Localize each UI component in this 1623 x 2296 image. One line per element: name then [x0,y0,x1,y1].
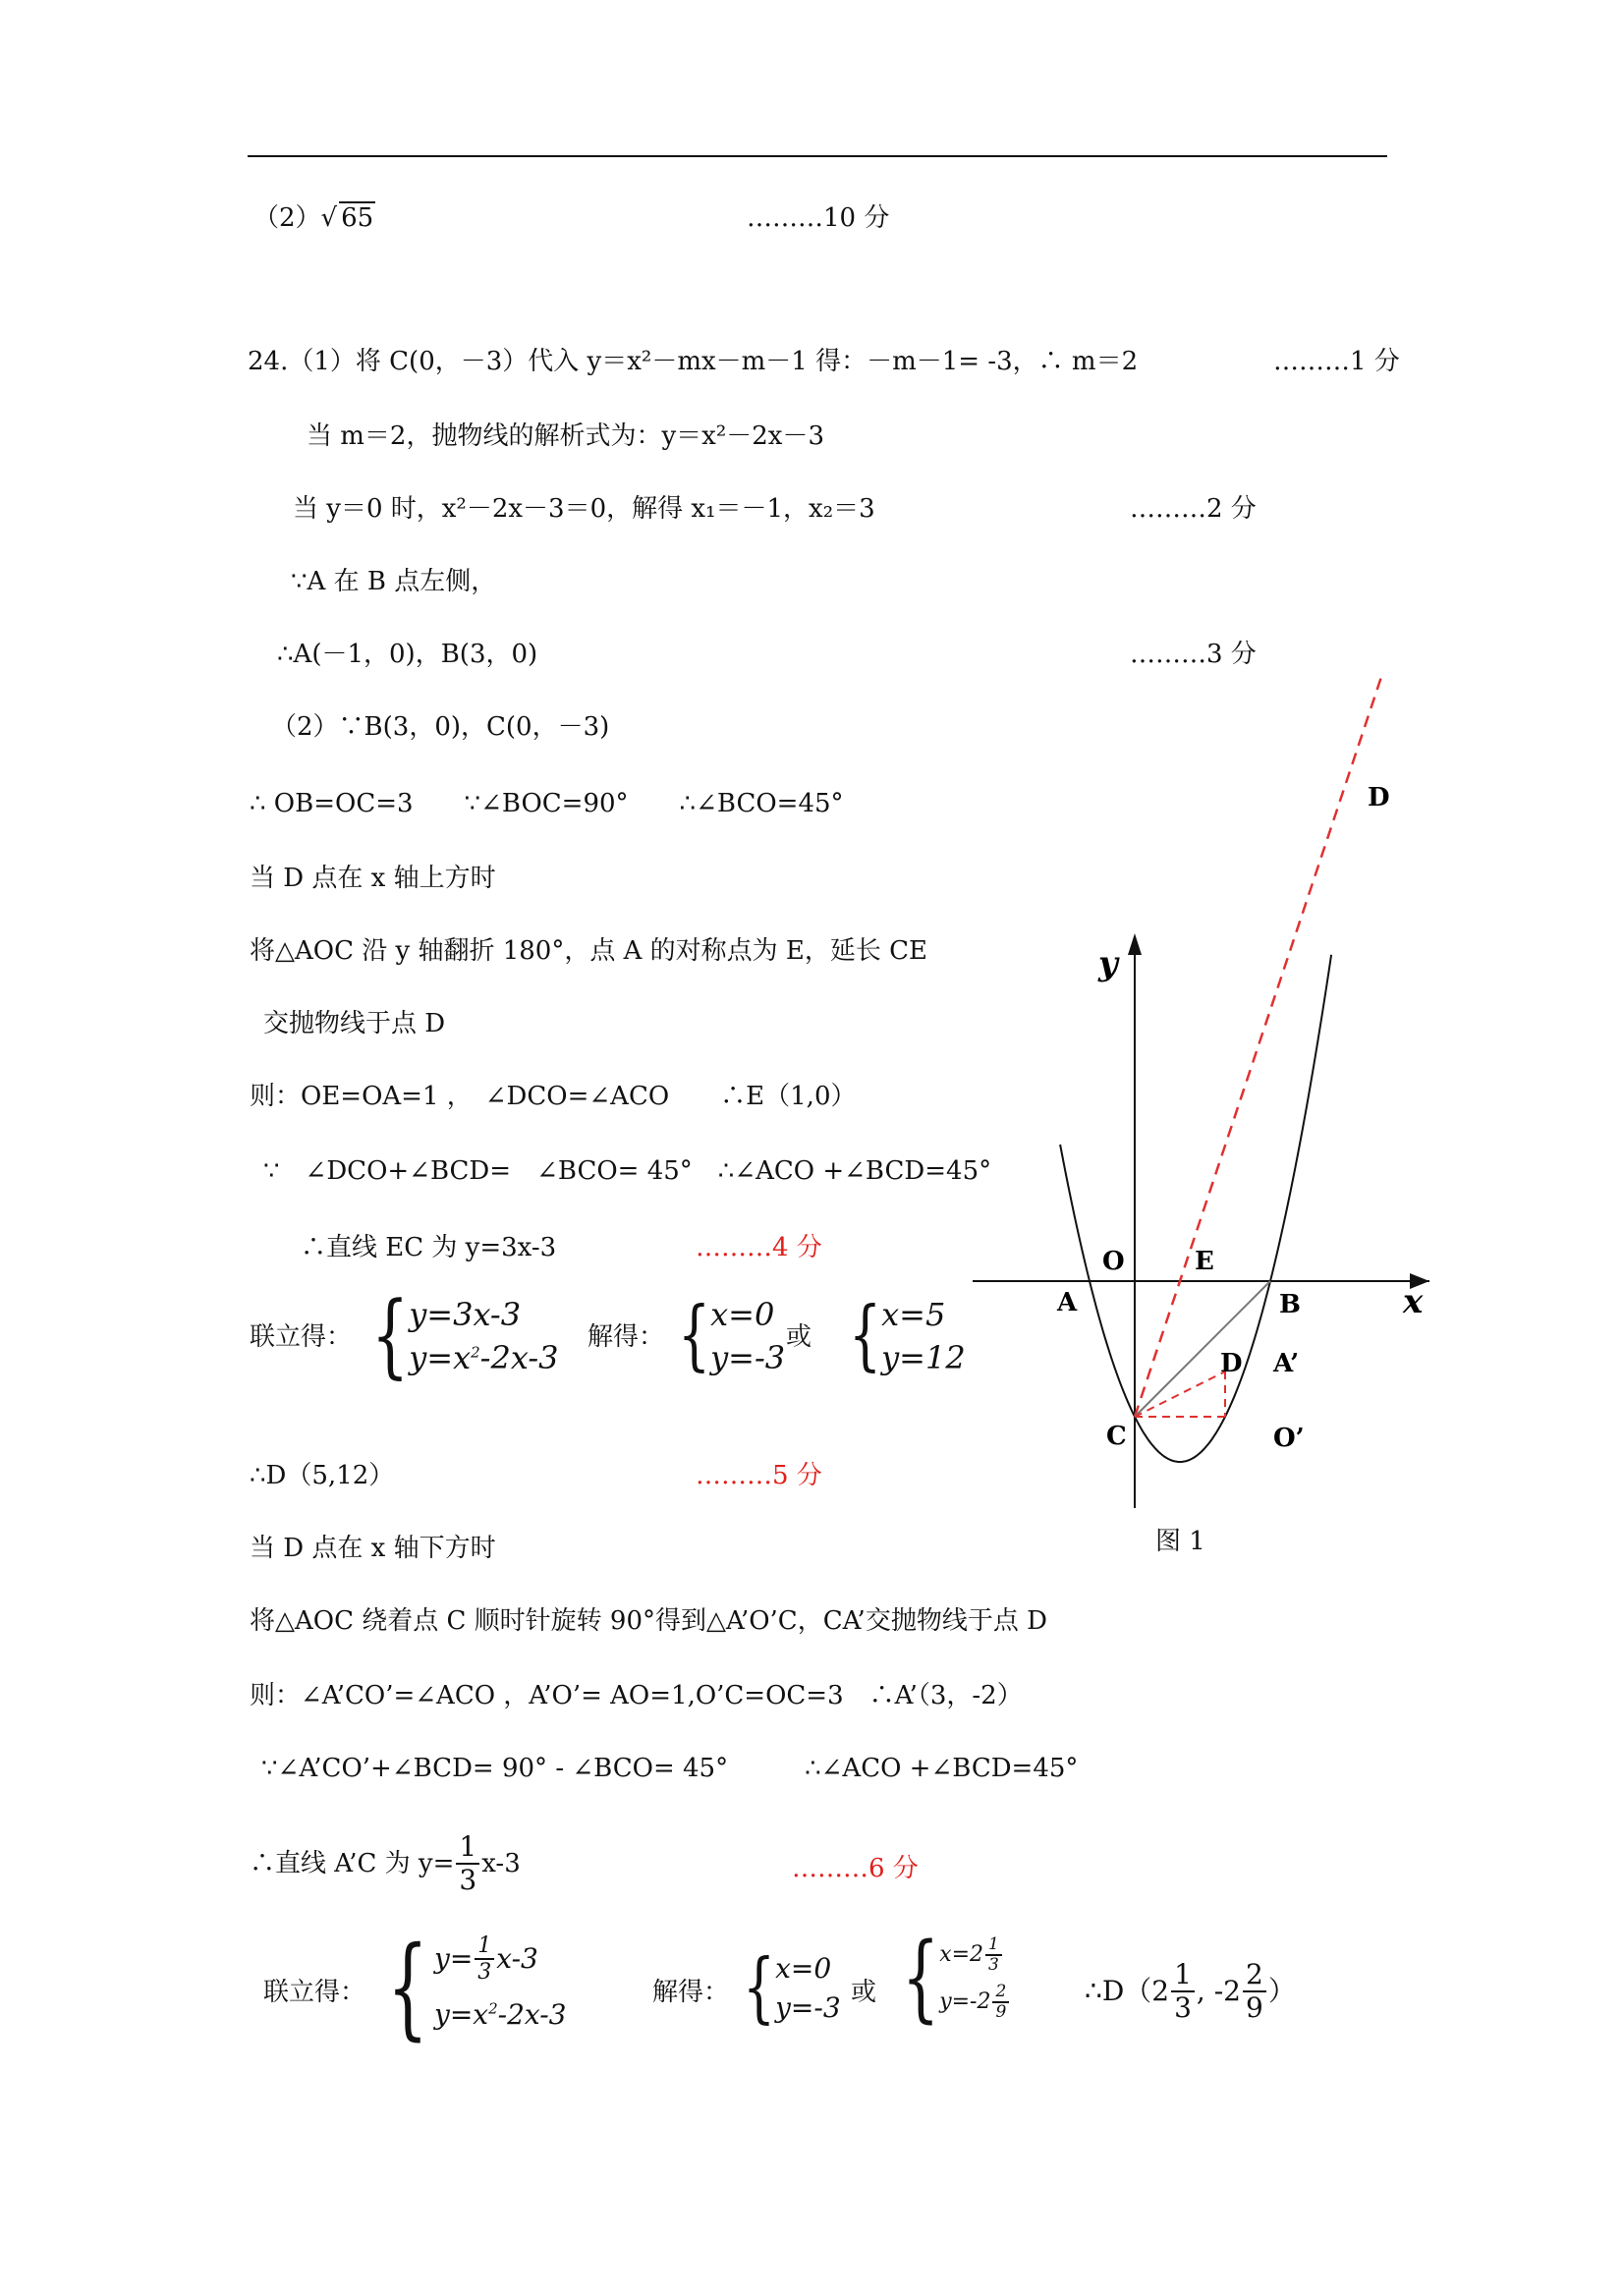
parabola-curve [1060,955,1331,1462]
label-C: C [1106,1422,1127,1451]
label-D-lower: D [1220,1349,1243,1378]
q24-line18: ∵∠A’CO’+∠BCD= 90° - ∠BCO= 45° ∴∠ACO +∠BCD=45° [261,1754,1079,1783]
solution1-label: 解得： [588,1322,665,1352]
score-10: ………10 分 [747,203,890,233]
label-A-prime: A’ [1273,1349,1300,1378]
axis-label-x: x [1403,1282,1424,1321]
figure-1-parabola [963,678,1434,1523]
q24-line12: ∵ ∠DCO+∠BCD= ∠BCO= 45° ∴∠ACO +∠BCD=45° [263,1156,992,1186]
label-B: B [1279,1290,1301,1319]
system2-label: 联立得： [263,1978,366,2007]
q24-line9: 将△AOC 沿 y 轴翻折 180°，点 A 的对称点为 E，延长 CE [250,936,928,966]
system1-eq2: $y=x^2-2x-3$ [409,1339,559,1376]
label-A: A [1057,1288,1078,1317]
score-2: ………2 分 [1130,494,1257,524]
fraction-one-third: $\frac{1}{3}$ [456,1831,479,1896]
q24-line15: 当 D 点在 x 轴下方时 [250,1534,496,1563]
system2-eq2: $y=x^2-2x-3$ [434,1998,567,2031]
q24-line4: ∵A 在 B 点左侧， [291,567,497,596]
solution1a: { x=0 y=-3 [678,1292,786,1380]
score-3: ………3 分 [1130,640,1257,669]
or-word-2: 或 [851,1978,877,2007]
header-rule [248,155,1387,157]
q24-line11: 则：OE=OA=1 ， ∠DCO=∠ACO ∴E（1,0） [250,1082,857,1111]
system1-label: 联立得： [250,1322,353,1352]
q24-line7: ∴ OB=OC=3 ∵∠BOC=90° ∴∠BCO=45° [250,789,844,818]
q24-line8: 当 D 点在 x 轴上方时 [250,864,496,893]
q24-line10: 交抛物线于点 D [263,1009,446,1038]
label-O-prime: O’ [1273,1424,1305,1453]
score-5: ………5 分 [696,1461,822,1490]
system1: { y=3x-3 $y=x^2-2x-3$ [371,1282,559,1390]
q24-line5: ∴A(－1，0)，B(3，0) [277,640,538,669]
score-6: ………6 分 [792,1854,919,1883]
score-1: ………1 分 [1273,347,1400,376]
system1-eq1: y=3x-3 [409,1296,522,1333]
solution2-label: 解得： [652,1978,730,2007]
q24-line16: 将△AOC 绕着点 C 顺时针旋转 90°得到△A’O’C，CA’交抛物线于点 D [250,1606,1047,1636]
solution2a: { x=0 y=-3 [743,1944,841,2033]
label-D-top: D [1368,783,1390,812]
score-4: ………4 分 [696,1233,822,1262]
q24-line13: ∴直线 EC 为 y=3x-3 [301,1233,557,1262]
q24-line6: （2）∵B(3，0)，C(0，－3) [271,712,610,742]
segment-CB [1135,1281,1270,1417]
q24-line1: 24.（1）将 C(0，－3）代入 y＝x²－mx－m－1 得：－m－1= -3，∴ m＝2 [248,347,1139,376]
q24-line3: 当 y＝0 时，x²－2x－3＝0，解得 x₁＝－1，x₂＝3 [293,494,875,524]
label-O: O [1102,1247,1125,1276]
system2: { y= $\frac{1}{3}$ x-3 $y=x^2-2x-3$ [387,1922,567,2051]
label-E: E [1195,1247,1214,1276]
q24-line19: ∴直线 A’C 为 y= $\frac{1}{3}$ x-3 [250,1830,521,1896]
q24-line14: ∴D（5,12） [250,1461,395,1490]
figure-caption: 图 1 [1155,1527,1205,1556]
prev-part-answer: （2）√ 65 [253,203,374,233]
q24-line17: 则：∠A’CO’=∠ACO ，A’O’= AO=1,O’C=OC=3 ∴A’（3，-2） [250,1681,1023,1710]
final-answer: ∴D（2 $\frac{1}{3}$ , -2 $\frac{2}{9}$ ） [1085,1958,1296,2024]
or-word-1: 或 [786,1322,812,1352]
solution1b: { x=5 y=12 [849,1292,966,1380]
y-axis-arrow [1128,933,1142,955]
dashed-line-CE-D [1135,678,1388,1417]
solution2b: { x=2 $\frac{1}{3}$ y=-2 $\frac{2}{9}$ [902,1935,1011,2022]
system2-eq1: y= $\frac{1}{3}$ x-3 [434,1933,538,1985]
q24-line2: 当 m＝2，抛物线的解析式为：y＝x²－2x－3 [307,421,824,451]
axis-label-y: y [1098,944,1118,983]
